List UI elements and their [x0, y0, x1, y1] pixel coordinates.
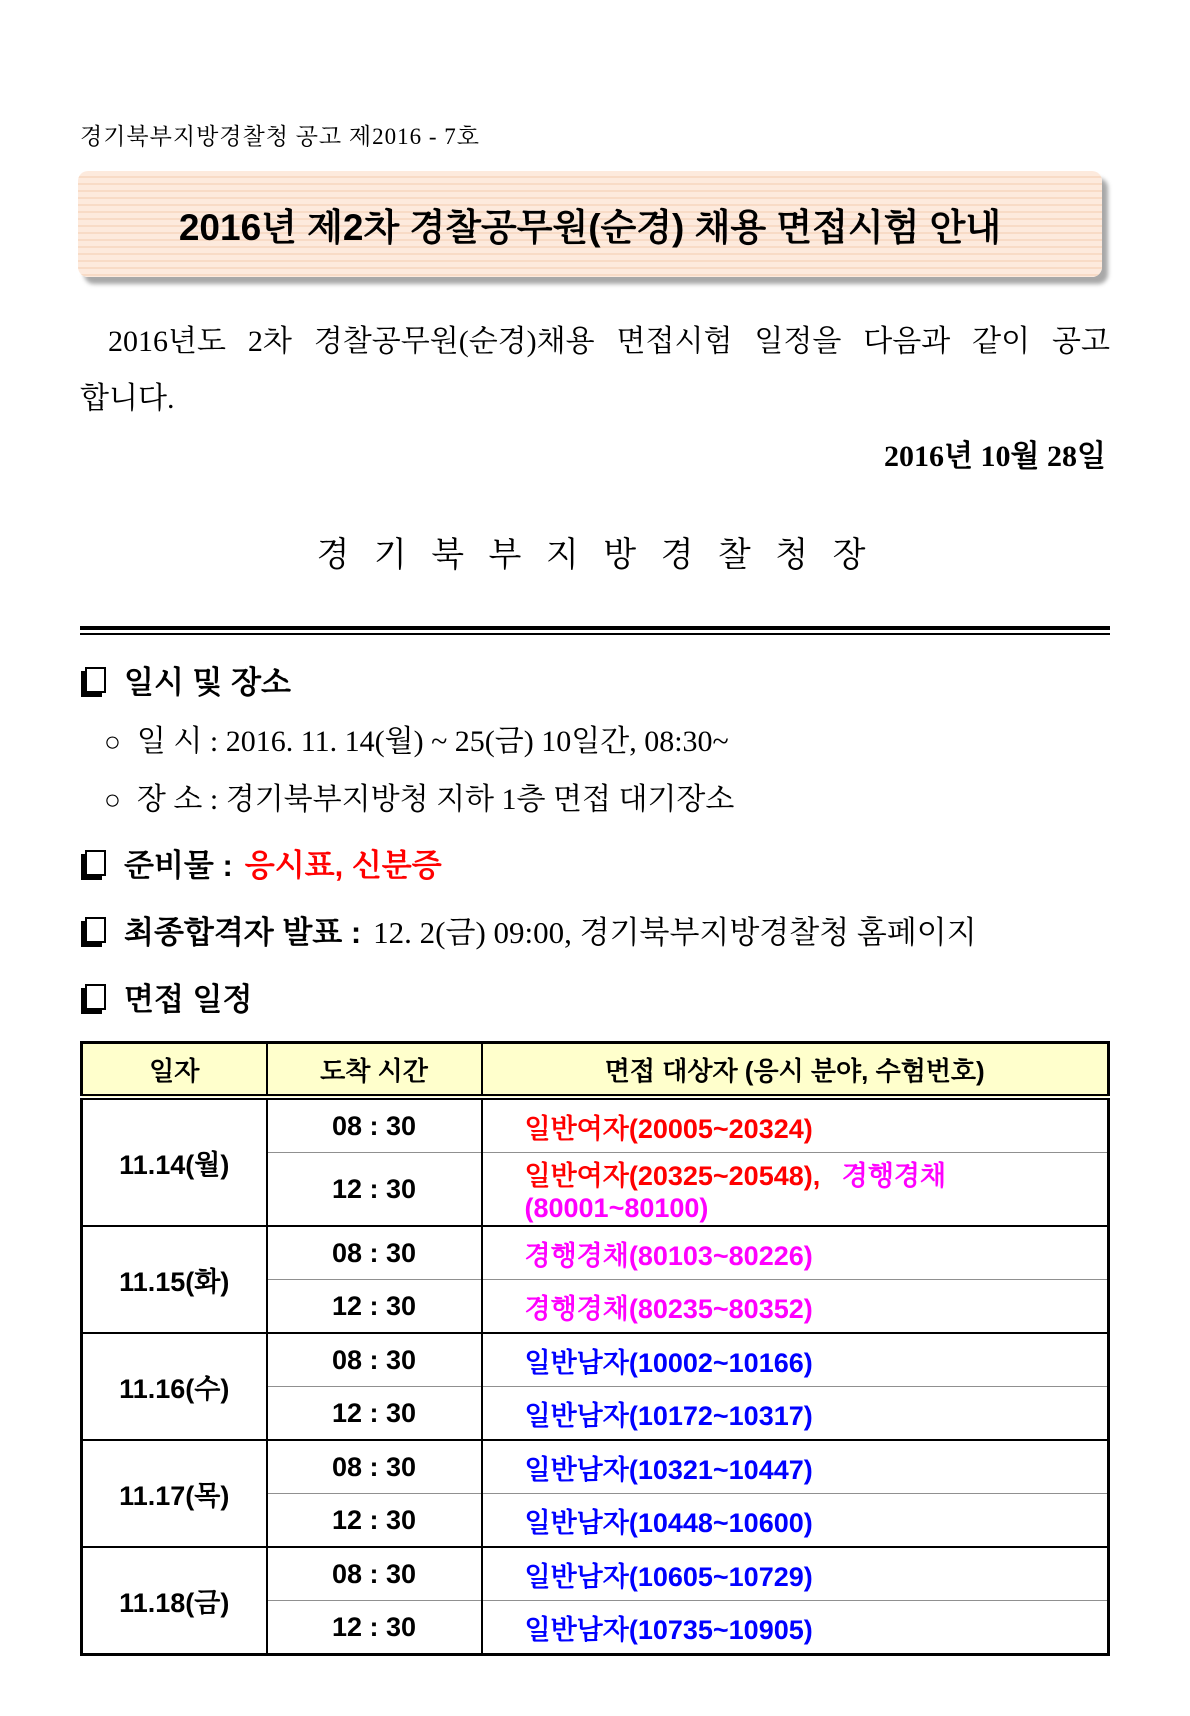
intro-line-2: 합니다.: [80, 382, 175, 415]
target-text: 일반남자(10605~10729): [524, 1561, 813, 1592]
time-cell: 08 : 30: [267, 1333, 482, 1387]
target-cell: [482, 1601, 1109, 1655]
table-header-row: [82, 1043, 1109, 1098]
time-cell: 08 : 30: [267, 1547, 482, 1601]
final-pass-label: 최종합격자 발표 :: [124, 915, 362, 950]
target-cell: [482, 1440, 1109, 1494]
time-cell: 08 : 30: [267, 1097, 482, 1153]
target-cell: [482, 1153, 1109, 1227]
target-text: 일반남자(10735~10905): [524, 1614, 813, 1645]
section-when-where: [80, 657, 1110, 702]
target-text: 경행경채(80103~80226): [524, 1240, 813, 1271]
square-bullet-icon: [85, 667, 106, 693]
intro-paragraph: [80, 313, 1110, 427]
notice-number: 경기북부지방경찰청 공고 제2016 - 7호: [80, 124, 480, 149]
intro-line-1: 2016년도 2차 경찰공무원(순경)채용 면접시험 일정을 다음과 같이 공고: [108, 325, 1110, 358]
where-item: [80, 774, 1110, 818]
table-row: [82, 1097, 1109, 1153]
circle-bullet-icon: ○: [104, 785, 121, 816]
announcement-date: 2016년 10월 28일: [884, 440, 1106, 473]
time-cell: 12 : 30: [267, 1494, 482, 1548]
time-cell: 08 : 30: [267, 1440, 482, 1494]
table-row: [82, 1440, 1109, 1494]
target-text: 경행경채(80001~80100): [524, 1161, 947, 1223]
square-bullet-icon: [85, 850, 106, 876]
time-cell: 12 : 30: [267, 1601, 482, 1655]
table-row: [82, 1333, 1109, 1387]
target-cell: [482, 1280, 1109, 1334]
date-cell: 11.15(화): [82, 1226, 267, 1333]
double-divider: [80, 626, 1110, 635]
title-banner: [78, 171, 1102, 277]
issuer-signature: 경 기 북 부 지 방 경 찰 청 장: [316, 537, 874, 574]
date-cell: 11.18(금): [82, 1547, 267, 1655]
schedule-title: 면접 일정: [124, 982, 253, 1017]
section-final-pass: [80, 907, 1110, 952]
target-cell: [482, 1494, 1109, 1548]
target-cell: [482, 1097, 1109, 1153]
where-text: 장 소 : 경기북부지방청 지하 1층 면접 대기장소: [136, 783, 735, 816]
square-bullet-icon: [85, 917, 106, 943]
date-cell: 11.17(목): [82, 1440, 267, 1547]
date-cell: 11.14(월): [119, 1150, 230, 1180]
time-cell: 08 : 30: [267, 1226, 482, 1280]
final-pass-value: 12. 2(금) 09:00, 경기북부지방경찰청 홈페이지: [373, 915, 977, 950]
time-cell: 12 : 30: [267, 1280, 482, 1334]
square-bullet-icon: [85, 984, 106, 1010]
target-text: 일반남자(10172~10317): [524, 1400, 813, 1431]
circle-bullet-icon: ○: [104, 727, 121, 758]
target-text: 일반여자(20005~20324): [524, 1113, 813, 1144]
supplies-value: 응시표, 신분증: [244, 848, 442, 883]
section-title: 일시 및 장소: [124, 665, 291, 700]
target-text: 일반남자(10321~10447): [524, 1454, 813, 1485]
supplies-label: 준비물 :: [124, 848, 233, 883]
col-header-date: 일자: [82, 1043, 267, 1098]
col-header-time: 도착 시간: [267, 1043, 482, 1098]
time-cell: 12 : 30: [267, 1153, 482, 1227]
section-schedule: [80, 974, 1110, 1019]
page-title: 2016년 제2차 경찰공무원(순경) 채용 면접시험 안내: [178, 207, 1002, 248]
target-cell: [482, 1226, 1109, 1280]
when-item: [80, 716, 1110, 760]
target-cell: [482, 1333, 1109, 1387]
section-supplies: [80, 840, 1110, 885]
target-text: 일반남자(10448~10600): [524, 1507, 813, 1538]
date-cell: 11.16(수): [82, 1333, 267, 1440]
target-cell: [482, 1547, 1109, 1601]
table-row: [82, 1547, 1109, 1601]
target-text: 경행경채(80235~80352): [524, 1293, 813, 1324]
col-header-target: 면접 대상자 (응시 분야, 수험번호): [482, 1043, 1109, 1098]
table-row: [82, 1226, 1109, 1280]
interview-schedule-table: [80, 1041, 1110, 1656]
target-cell: [482, 1387, 1109, 1441]
when-text: 일 시 : 2016. 11. 14(월) ~ 25(금) 10일간, 08:30~: [136, 725, 729, 758]
time-cell: 12 : 30: [267, 1387, 482, 1441]
target-text: 일반여자(20325~20548),: [524, 1161, 821, 1191]
target-text: 일반남자(10002~10166): [524, 1347, 813, 1378]
